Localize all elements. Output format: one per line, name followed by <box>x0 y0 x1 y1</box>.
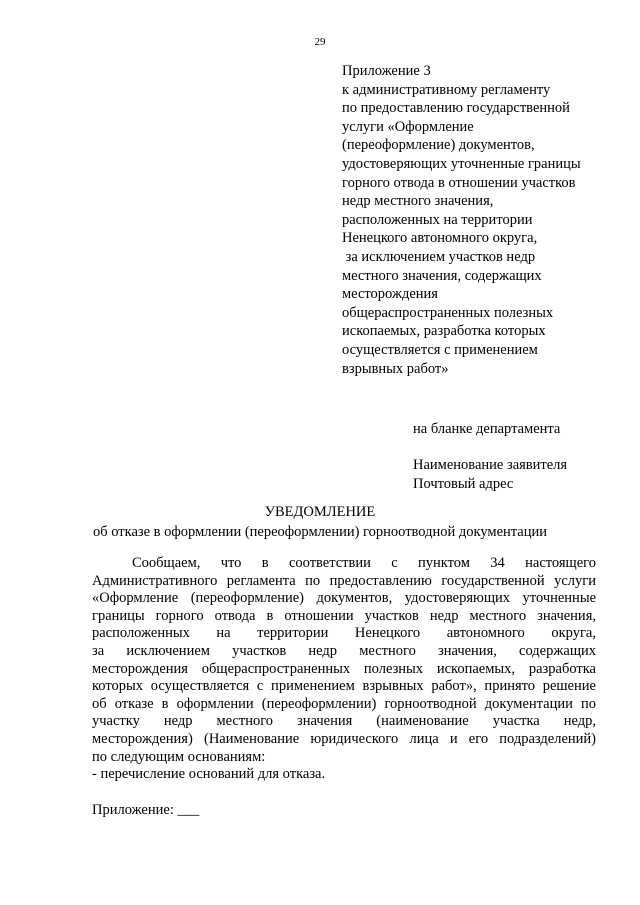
postal-address: Почтовый адрес <box>413 476 514 492</box>
body-line: Сообщаем, что в соответствии с пунктом 34 настоящего <box>132 555 596 571</box>
body-line: участку недр местного значения (наименование участка недр, <box>92 713 596 730</box>
letterhead-note: на бланке департамента <box>413 421 561 437</box>
notice-subtitle: об отказе в оформлении (переоформлении) горноотводной документации <box>92 524 548 540</box>
appendix-line: осуществляется с применением <box>342 341 538 358</box>
appendix-line: общераспространенных полезных <box>342 304 554 321</box>
appendix-line: ископаемых, разработка которых <box>342 323 546 340</box>
page-number: 29 <box>314 36 326 48</box>
appendix-line: взрывных работ» <box>342 360 449 377</box>
applicant-name: Наименование заявителя <box>413 457 568 473</box>
body-line: месторождения) (Наименование юридического лица и его подразделений) <box>92 730 596 747</box>
body-line: которых осуществляется с применением взрывных работ», принято решение <box>92 678 596 695</box>
appendix-line: по предоставлению государственной <box>342 100 570 117</box>
attachment-line: Приложение: ___ <box>92 802 200 818</box>
appendix-line: Приложение 3 <box>342 63 431 79</box>
body-line: об отказе в оформлении (переоформлении) горноотводной документации по <box>92 695 596 712</box>
appendix-line: к административному регламенту <box>342 81 551 98</box>
notice-body <box>92 555 596 784</box>
body-line: по следующим основаниям: <box>92 748 266 765</box>
appendix-line: удостоверяющих уточненные границы <box>342 155 581 172</box>
appendix-line: Ненецкого автономного округа, <box>342 230 538 247</box>
appendix-line: (переоформление) документов, <box>342 137 535 154</box>
recipient-block <box>413 456 567 494</box>
appendix-line: местного значения, содержащих <box>342 267 542 284</box>
appendix-header <box>342 62 612 378</box>
notice-title: УВЕДОМЛЕНИЕ <box>264 504 376 520</box>
body-line: границы горного отвода в отношении участков недр местного значения, <box>92 607 596 624</box>
appendix-line: расположенных на территории <box>342 211 533 228</box>
body-line: расположенных на территории Ненецкого автономного округа, <box>92 625 596 642</box>
appendix-line: за исключением участков недр <box>342 248 536 265</box>
body-line: Административного регламента по предоставлению государственной услуги <box>92 572 596 589</box>
body-line: «Оформление (переоформление) документов, удостоверяющих уточненные <box>92 590 596 607</box>
body-line: - перечисление оснований для отказа. <box>92 766 326 783</box>
appendix-line: месторождения <box>342 286 438 303</box>
body-line: за исключением участков недр местного значения, содержащих <box>92 642 596 659</box>
appendix-line: горного отвода в отношении участков <box>342 174 576 191</box>
appendix-line: недр местного значения, <box>342 193 494 210</box>
appendix-line: услуги «Оформление <box>342 118 474 135</box>
body-line: месторождения общераспространенных полезных ископаемых, разработка <box>92 660 596 677</box>
